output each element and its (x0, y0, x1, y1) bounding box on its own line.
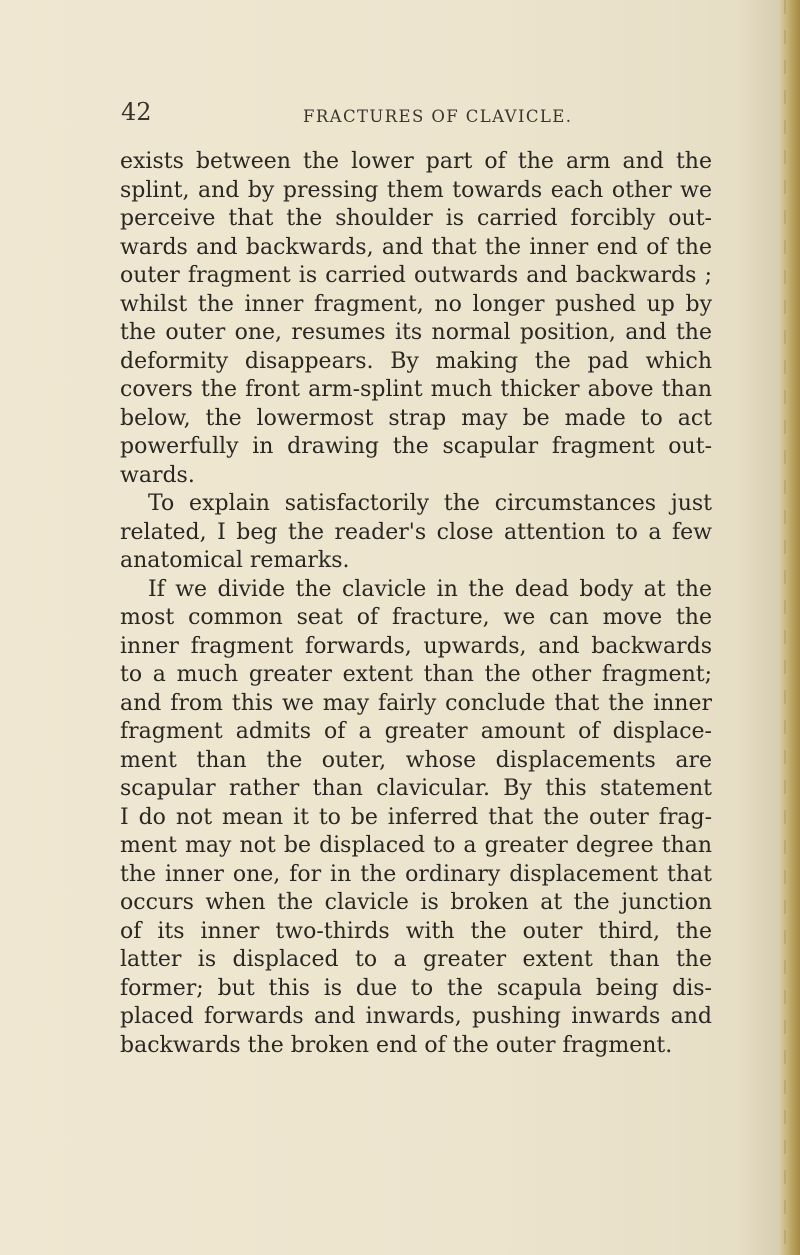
text-line: related, I beg the reader's close attention to a few (120, 519, 712, 545)
page-number: 42 (121, 98, 152, 126)
text-line: splint, and by pressing them towards each other we (120, 177, 712, 203)
page-header (0, 98, 800, 138)
text-line: backwards the broken end of the outer fragment. (120, 1032, 673, 1058)
text-line: former; but this is due to the scapula being dis- (120, 975, 712, 1001)
text-line: anatomical remarks. (120, 548, 350, 573)
text-line: below, the lowermost strap may be made to act (120, 405, 712, 431)
text-line: latter is displaced to a greater extent than the (120, 947, 712, 972)
text-line: placed forwards and inwards, pushing inwards and (120, 1004, 712, 1029)
text-line: occurs when the clavicle is broken at the junction (120, 890, 712, 915)
text-line: and from this we may fairly conclude that the inner (120, 690, 712, 716)
body-text (120, 148, 712, 1060)
text-line: ment may not be displaced to a greater degree than (120, 833, 712, 858)
text-line: outer fragment is carried outwards and backwards ; (120, 263, 712, 288)
page-edge (780, 0, 800, 1255)
text-line: ment than the outer, whose displacements are (120, 747, 712, 773)
text-line: the inner one, for in the ordinary displacement that (120, 861, 712, 887)
text-line: most common seat of fracture, we can move the (120, 605, 712, 630)
text-line: If we divide the clavicle in the dead body at the (148, 576, 712, 602)
text-line: inner fragment forwards, upwards, and backwards (120, 633, 712, 659)
text-line: fragment admits of a greater amount of displace- (120, 719, 712, 744)
text-line: covers the front arm-splint much thicker above than (120, 377, 712, 402)
text-line: to a much greater extent than the other fragment; (120, 662, 712, 687)
text-line: wards and backwards, and that the inner end of the (120, 234, 712, 260)
text-line: whilst the inner fragment, no longer pushed up by (120, 291, 712, 317)
text-line: To explain satisfactorily the circumstances just (148, 491, 712, 516)
text-line: the outer one, resumes its normal position, and the (120, 320, 712, 345)
text-line: perceive that the shoulder is carried forcibly out- (120, 206, 712, 231)
running-title: FRACTURES OF CLAVICLE. (303, 107, 573, 126)
text-line: scapular rather than clavicular. By this statement (120, 776, 712, 801)
text-line: of its inner two-thirds with the outer third, the (120, 918, 712, 944)
text-line: deformity disappears. By making the pad which (120, 348, 712, 374)
text-line: I do not mean it to be inferred that the outer frag- (120, 804, 712, 830)
text-line: wards. (120, 462, 195, 488)
text-line: exists between the lower part of the arm and the (120, 149, 712, 174)
text-line: powerfully in drawing the scapular fragment out- (120, 434, 712, 459)
